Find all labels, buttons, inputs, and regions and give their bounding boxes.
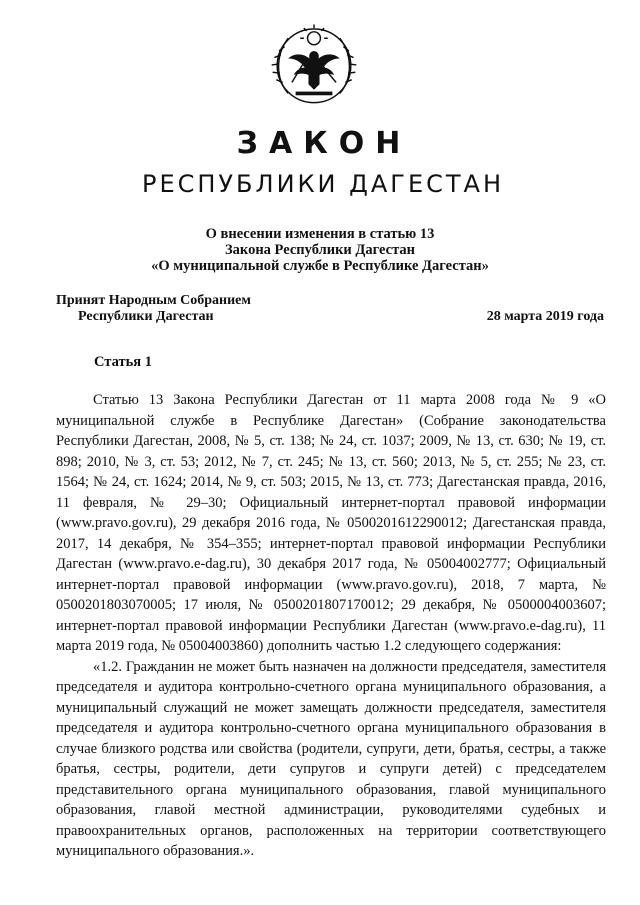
article-heading: Статья 1 [94, 354, 152, 370]
dagestan-coat-of-arms-icon [268, 18, 360, 110]
adopted-by-line: Республики Дагестан [78, 309, 214, 324]
law-title: ЗАКОН [236, 126, 412, 161]
article-paragraph: Статью 13 Закона Республики Дагестан от 11 марта 2008 года № 9 «О муниципальной службе в Республике Дагестан» (Собрание законодательства Республики Дагестан, 2008, № 5, ст. 138; № 24, ст. 1037; 2009, № 13, ст. 630; № 19, ст. 898; 2010, № 3, ст. 53; 2012, № 7, ст. 245; № 13, ст. 560; 2013, № 5, ст. 255; № 23, ст. 1564; № 24, ст. 1624; 2014, № 9, ст. 503; 2015, № 13, ст. 773; Дагестанская правда, 2016, 11 февраля, № 29–30; Официальный интернет-портал правовой информации (www.pravo.gov.ru), 29 декабря 2016 года, № 0500201612290012; Дагестанская правда, 2017, 14 декабря, № 354–355; интернет-портал правовой информации Республики Дагестан (www.pravo.e-dag.ru), 30 декабря 2017 года, № 05004002777; Официальный интернет-портал правовой информации (www.pravo.gov.ru), 2018, 7 марта, № 0500201803070005; 17 июля, № 0500201807170012; 29 декабря, № 0500004003607; интернет-портал правовой информации Республики Дагестан (www.pravo.e-dag.ru), 11 марта 2019 года, № 05004003860) дополнить частью 1.2 следующего содержания: [56, 392, 606, 654]
law-subtitle: РЕСПУБЛИКИ ДАГЕСТАН [141, 170, 504, 198]
article-body [56, 390, 606, 862]
adoption-date: 28 марта 2019 года [486, 309, 604, 324]
article-paragraph: «1.2. Гражданин не может быть назначен на должности председателя, заместителя председателя и аудитора контрольно-счетного органа муниципального образования, а муниципальный служащий не может замещать должности председателя, заместителя председателя и аудитора контрольно-счетного органа муниципального образования в случае близкого родства или свойства (родители, супруги, дети, братья, сестры, а также братья, сестры, родители, дети супругов и супруги детей) с председателем представительного органа муниципального образования, главой муниципального образования, главой местной администрации, руководителями судебных и правоохранительных органов, расположенных на территории соответствующего муниципального образования.». [56, 658, 606, 859]
law-name-line: Закона Республики Дагестан [225, 242, 415, 258]
law-name-line: «О муниципальной службе в Республике Дагестан» [151, 258, 489, 274]
law-name-line: О внесении изменения в статью 13 [205, 226, 435, 242]
adopted-by [56, 293, 251, 325]
law-name [0, 226, 640, 274]
adopted-by-line: Принят Народным Собранием [56, 293, 251, 308]
